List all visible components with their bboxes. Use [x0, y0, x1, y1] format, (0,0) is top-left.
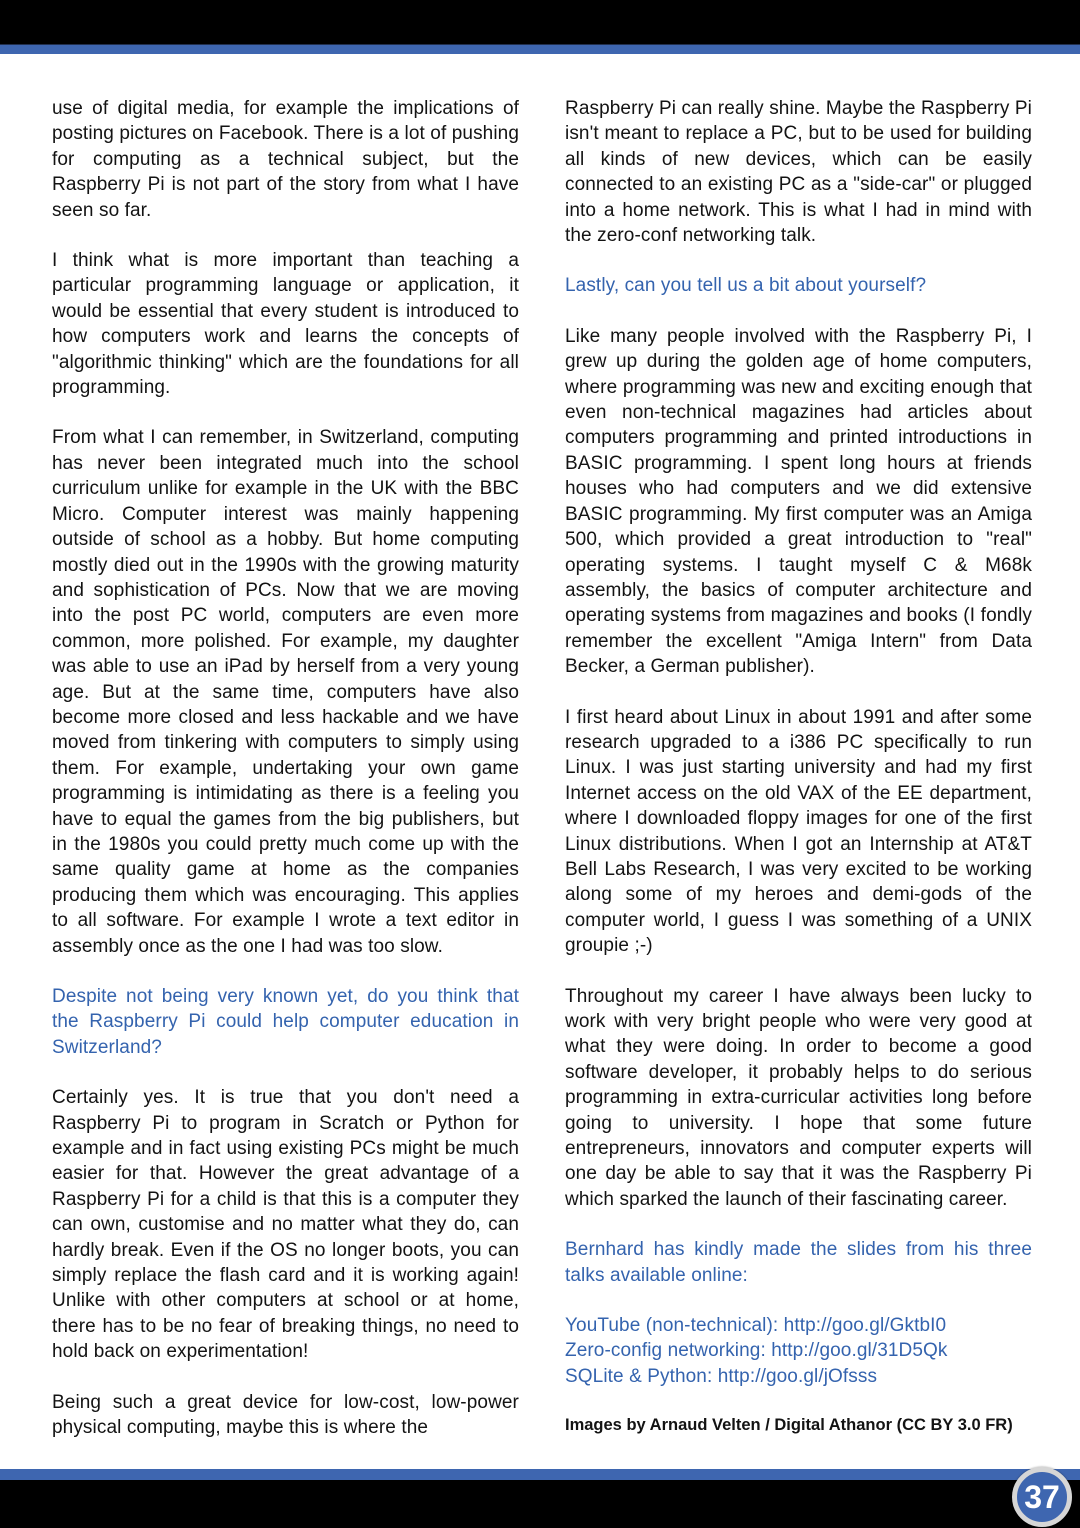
body-paragraph: From what I can remember, in Switzerland, computing has never been integrated much into the school curriculum unlike for example in the UK with the BBC Micro. Computer interest was mainly happening outside of school as a hobby. But home computing mostly died out in the 1990s with the growing maturity and sophistication of PCs. Now that we are moving into the post PC world, computers are even more common, more polished. For example, my daughter was able to use an iPad by herself from a very young age. But at the same time, computers have also become more closed and less hackable and we have moved from tinkering with computers to simply using them. For example, undertaking your own game programming is intimidating as there is a feeling you have to equal the games from the big publishers, but in the 1980s you could pretty much come up with the same quality game at home as the companies producing them which was encouraging. This applies to all software. For example I wrote a text editor in assembly once as the one I had was too slow. — [52, 427, 519, 957]
image-credit-caption: Images by Arnaud Velten / Digital Athanor (CC BY 3.0 FR) — [565, 1416, 1013, 1435]
page-number-badge — [1012, 1467, 1072, 1527]
footer-accent-bar — [0, 1469, 1080, 1480]
left-column — [52, 96, 519, 1466]
footer-bar — [0, 1480, 1080, 1528]
question-heading: Lastly, can you tell us a bit about yourself? — [565, 275, 927, 297]
right-column — [565, 96, 1032, 1466]
body-paragraph: I think what is more important than teaching a particular programming language or application, it would be essential that every student is introduced to how computers work and learns the concepts of "algorithmic thinking" which are the foundations for all programming. — [52, 250, 519, 399]
body-paragraph: Like many people involved with the Raspberry Pi, I grew up during the golden age of home computers, where programming was new and exciting enough that even non-technical magazines had articles about computers programming and printed introductions in BASIC programming. I spent long hours at friends houses who had computers and we did extensive BASIC programming. My first computer was an Amiga 500, which provided a great introduction to "real" operating systems. I taught myself C & M68k assembly, the basics of computer architecture and operating systems from magazines and books (I fondly remember the excellent "Amiga Intern" from Data Becker, a German publisher). — [565, 325, 1032, 678]
body-paragraph: I first heard about Linux in about 1991 and after some research upgraded to a i386 PC specifically to run Linux. I was just starting university and had my first Internet access on the old VAX of the EE department, where I downloaded floppy images for one of the first Linux distributions. When I got an Internship at AT&T Bell Labs Research, I was very excited to be working along some of my heroes and demi-gods of the computer world, I guess I was something of a UNIX groupie ;-) — [565, 706, 1032, 957]
header-accent-bar — [0, 44, 1080, 54]
youtube-talk-link[interactable]: YouTube (non-technical): http://goo.gl/GktbI0 — [565, 1315, 947, 1337]
sqlite-python-talk-link[interactable]: SQLite & Python: http://goo.gl/jOfsss — [565, 1365, 878, 1387]
body-paragraph: Raspberry Pi can really shine. Maybe the Raspberry Pi isn't meant to replace a PC, but to be used for building all kinds of new devices, which can be easily connected to an existing PC as a "side-car" or plugged into a home network. This is what I had in mind with the zero-conf networking talk. — [565, 98, 1032, 247]
page-number: 37 — [1024, 1478, 1060, 1515]
talk-links — [565, 1313, 1032, 1389]
question-heading: Despite not being very known yet, do you think that the Raspberry Pi could help computer education in Switzerland? — [52, 986, 519, 1058]
body-paragraph: Certainly yes. It is true that you don't need a Raspberry Pi to program in Scratch or Python for example and in fact using existing PCs might be much easier for that. However the great advantage of a Raspberry Pi for a child is that this is a computer they can own, customise and no matter what they do, can hardly break. Even if the OS no longer boots, you can simply replace the flash card and it is working again! Unlike with other computers at school or at home, there has to be no fear of breaking things, no need to hold back on experimentation! — [52, 1087, 519, 1363]
slides-intro-heading: Bernhard has kindly made the slides from his three talks available online: — [565, 1239, 1032, 1286]
body-paragraph: Being such a great device for low-cost, low-power physical computing, maybe this is where the — [52, 1391, 519, 1439]
body-paragraph: use of digital media, for example the implications of posting pictures on Facebook. There is a lot of pushing for computing as a technical subject, but the Raspberry Pi is not part of the story from what I have seen so far. — [52, 98, 519, 221]
header-bar — [0, 0, 1080, 44]
zeroconf-talk-link[interactable]: Zero-config networking: http://goo.gl/31D5Qk — [565, 1340, 948, 1362]
body-paragraph: Throughout my career I have always been lucky to work with very bright people who were very good at what they were doing. In order to become a good software developer, it probably helps to do serious programming in extra-curricular activities long before going to university. I hope that some future entrepreneurs, innovators and computer experts will one day be able to say that it was the Raspberry Pi which sparked the launch of their fascinating career. — [565, 985, 1032, 1210]
article-body — [52, 96, 1032, 1466]
